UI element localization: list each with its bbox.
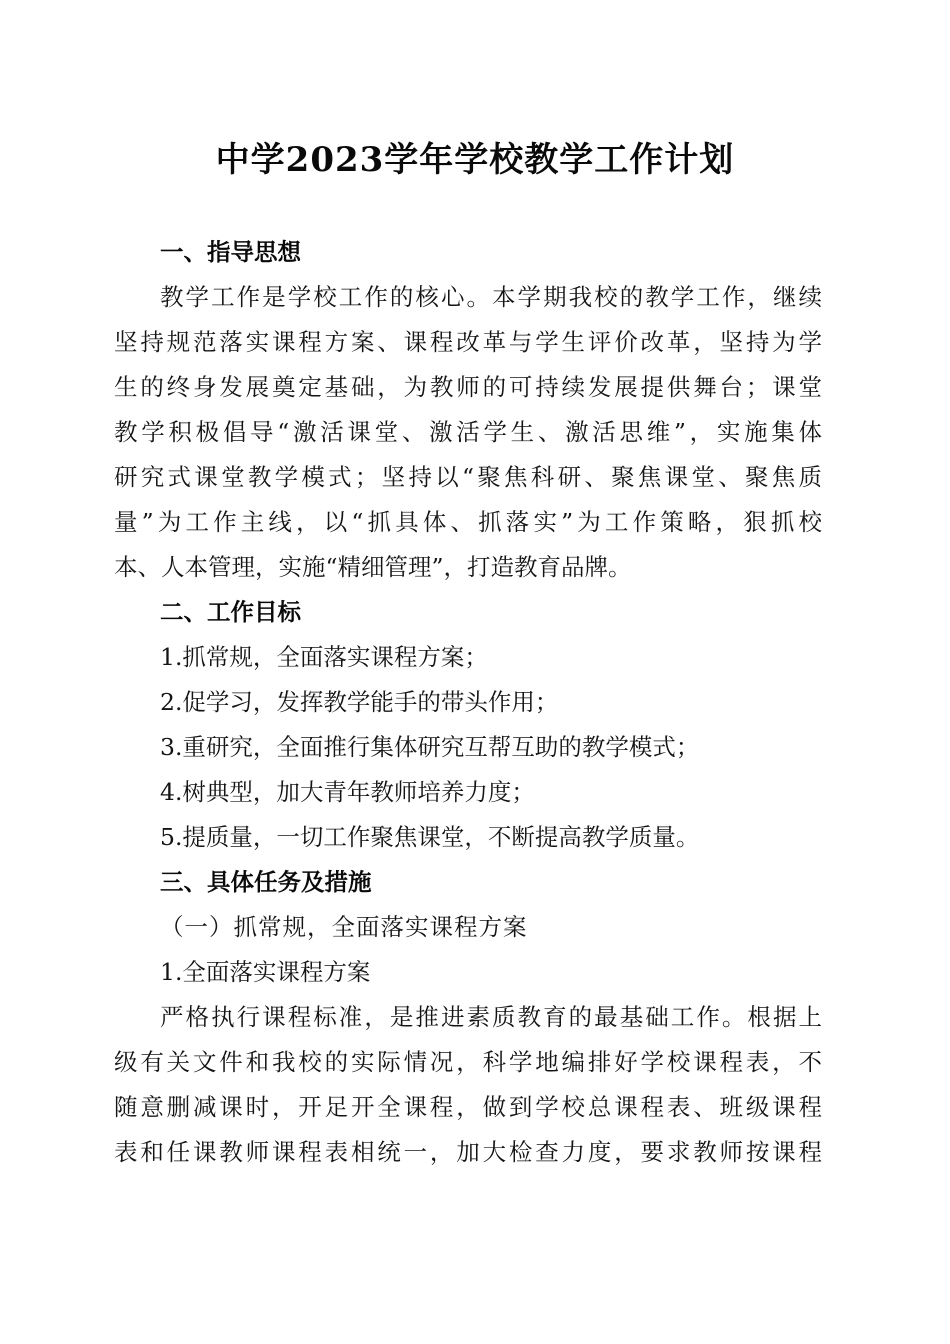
subsection-heading: （一）抓常规，全面落实课程方案 bbox=[160, 913, 528, 941]
paragraph-line: 级有关文件和我校的实际情况，科学地编排好学校课程表，不 bbox=[114, 1048, 822, 1076]
section-heading-work-goals: 二、工作目标 bbox=[160, 598, 301, 626]
paragraph-line: 坚持规范落实课程方案、课程改革与学生评价改革，坚持为学 bbox=[114, 328, 822, 356]
paragraph-line: 生的终身发展奠定基础，为教师的可持续发展提供舞台；课堂 bbox=[114, 373, 822, 401]
curriculum-paragraph bbox=[114, 995, 822, 1175]
document-body bbox=[114, 230, 822, 1175]
goal-item: 2.促学习，发挥教学能手的带头作用； bbox=[160, 688, 559, 716]
document-title: 中学2023学年学校教学工作计划 bbox=[215, 140, 735, 180]
paragraph-line: 教学工作是学校工作的核心。本学期我校的教学工作，继续 bbox=[160, 283, 822, 311]
item-title: 1.全面落实课程方案 bbox=[160, 958, 371, 986]
section-heading-tasks-measures: 三、具体任务及措施 bbox=[160, 868, 372, 896]
paragraph-line: 量”为工作主线，以“抓具体、抓落实”为工作策略，狠抓校 bbox=[114, 508, 822, 536]
goal-item: 3.重研究，全面推行集体研究互帮互助的教学模式； bbox=[160, 733, 700, 761]
goal-item: 4.树典型，加大青年教师培养力度； bbox=[160, 778, 535, 806]
section-heading-guiding-thought: 一、指导思想 bbox=[160, 238, 301, 266]
paragraph-line: 研究式课堂教学模式；坚持以“聚焦科研、聚焦课堂、聚焦质 bbox=[114, 463, 822, 491]
goal-item: 5.提质量，一切工作聚焦课堂，不断提高教学质量。 bbox=[160, 823, 700, 851]
paragraph-line: 表和任课教师课程表相统一，加大检查力度，要求教师按课程 bbox=[114, 1138, 822, 1166]
goal-item: 1.抓常规，全面落实课程方案； bbox=[160, 643, 488, 671]
paragraph-line: 教学积极倡导“激活课堂、激活学生、激活思维”，实施集体 bbox=[114, 418, 822, 446]
paragraph-line: 本、人本管理，实施“精细管理”，打造教育品牌。 bbox=[114, 553, 632, 581]
guiding-thought-paragraph bbox=[114, 275, 822, 590]
paragraph-line: 严格执行课程标准，是推进素质教育的最基础工作。根据上 bbox=[160, 1003, 822, 1031]
paragraph-line: 随意删减课时，开足开全课程，做到学校总课程表、班级课程 bbox=[114, 1093, 822, 1121]
